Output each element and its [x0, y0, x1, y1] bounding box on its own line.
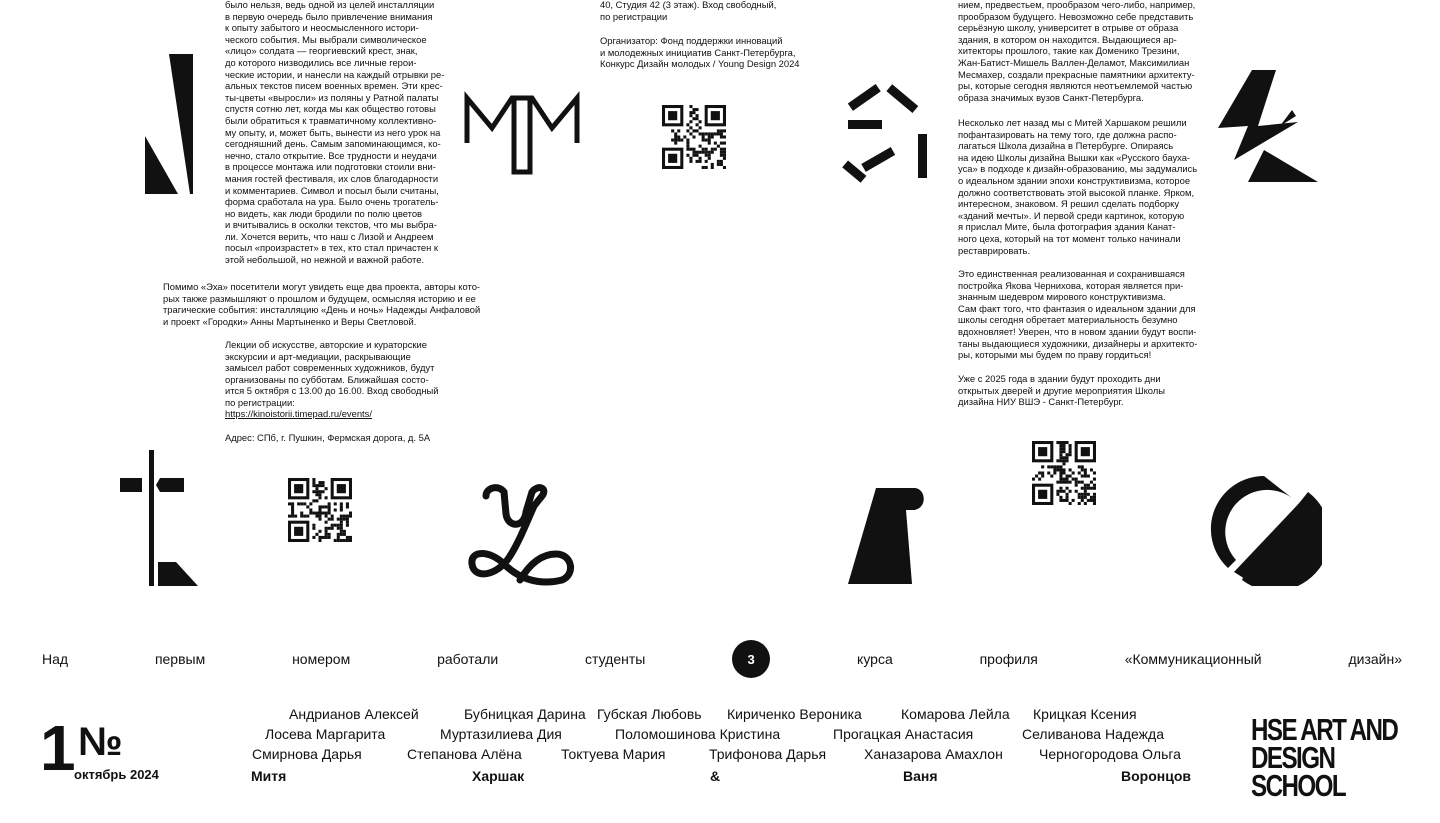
- issue-number: 1: [40, 712, 72, 784]
- tagline-word: дизайн»: [1348, 651, 1402, 667]
- lecture-registration-link[interactable]: [225, 408, 372, 420]
- qr-code-1: [662, 105, 726, 169]
- tagline-word: профиля: [979, 651, 1038, 667]
- glyph-script-y-icon: [468, 484, 576, 588]
- credits-tagline: [42, 648, 1402, 670]
- credit-word: Митя: [251, 768, 287, 784]
- timepad-link[interactable]: https://kinoistorii.timepad.ru/events/: [225, 408, 372, 419]
- tagline-word: курса: [857, 651, 893, 667]
- glyph-cross-icon: [118, 450, 200, 588]
- address-text: Адрес: СПб, г. Пушкин, Фермская дорога, д. 5А: [225, 432, 431, 443]
- qr-code-icon[interactable]: [662, 105, 726, 169]
- qr-code-2: [288, 478, 352, 542]
- student-name: Муртазилиева Дия: [440, 726, 562, 742]
- qr-code-3: [1032, 441, 1096, 505]
- student-name: Степанова Алёна: [407, 746, 522, 762]
- organizer-text: Организатор: Фонд поддержки инноваций и молодежных инициатив Санкт-Петербурга, Конкурс Дизайн молодых / Young Design 2024: [600, 35, 800, 70]
- qr-code-icon[interactable]: [288, 478, 352, 542]
- student-name: Прогацкая Анастасия: [833, 726, 974, 742]
- glyph-t-frame-icon: [462, 88, 582, 176]
- tagline-word: студенты: [585, 651, 646, 667]
- student-name: Кириченко Вероника: [727, 706, 862, 722]
- tagline-word: работали: [437, 651, 499, 667]
- student-name: Губская Любовь: [597, 706, 702, 722]
- credit-word: Воронцов: [1121, 768, 1191, 784]
- article-column-left-lectures: Лекции об искусстве, авторские и кураторские экскурсии и арт-медиации, раскрывающие замысел работ современных художников, будут организованы по субботам. Ближайшая состо- ится 5 октября с 13.00 до 16.00. Вход свободный по регистрации:: [225, 339, 439, 408]
- student-name: Черногородова Ольга: [1039, 746, 1181, 762]
- article-column-left: было нельзя, ведь одной из целей инсталляции в первую очередь было привлечение внимания к опыту забытого и неосмысленного истори- ческого события. Мы выбрали символическое «лицо» солдата — георгиевский крест, знак, до которого низводились все личные герои- ческие истории, и нанесли на каждый отрывки ре- альных текстов писем военных времен. Эти крес- ты-цветы «выросли» из поляны у Ратной палаты спустя сотню лет, когда мы как общество готовы были обратиться к травматичному коллективно- му опыту, и, может быть, вынести из него урок на сегодняшний день. Самым запоминающимся, ко- нечно, стало открытие. Все трудности и неудачи в процессе монтажа или подготовки стоили вни- мания гостей фестиваля, их слов благодарности и комментариев. Символ и посыл были считаны, форма сработала на ура. Было очень трогатель- но видеть, как люди бродили по полю цветов и вчитывались в осколки текстов, что мы выбра- ли. Хочется верить, что наш с Лизой и Андреем посыл «произрастет» в тех, кто стал причастен к этой небольшой, но нежной и важной работе.: [225, 0, 445, 266]
- glyph-arch-icon: [846, 486, 926, 586]
- hse-logo: [1251, 712, 1398, 803]
- course-number-badge: 3: [732, 640, 770, 678]
- student-name: Поломошинова Кристина: [615, 726, 781, 742]
- article-column-right: нием, предвестьем, прообразом чего-либо, например, прообразом будущего. Невозможно себе представить серьёзную школу, университет в отрыве от образа здания, в котором он находится. Выдающиеся ар- хитекторы прошлого, такие как Доменико Трезини, Жан-Батист-Мишель Валлен-Деламот, Максимилиан Месмахер, создали прекрасные памятники архитекту- ры, которые сегодня являются неотъемлемой частью образа значимых вузов Санкт-Петербурга.: [958, 0, 1196, 103]
- credit-word: Ваня: [903, 768, 938, 784]
- tagline-word: Над: [42, 651, 69, 667]
- student-name: Крицкая Ксения: [1033, 706, 1137, 722]
- glyph-dashes-icon: [842, 80, 932, 188]
- tagline-word: первым: [154, 651, 206, 667]
- tagline-word: «Коммуникационный: [1124, 651, 1262, 667]
- glyph-slash-icon: [140, 54, 196, 196]
- student-name: Трифонова Дарья: [709, 746, 827, 762]
- article-column-right-2: Несколько лет назад мы с Митей Харшаком решили пофантазировать на тему того, где должна распо- лагаться Школа дизайна в Петербурге. Опираясь на идею Школы дизайна Вышки как «Русского бауха- уса» в подходе к дизайн-образованию, мы задумались о идеальном здании эпохи конструктивизма, которое должно соответствовать этой высокой планке. Ярком, интересном, знаковом. Я решил сделать подборку «зданий мечты». И первой среди картинок, которую я прислал Мите, была фотография здания Канат- ного цеха, который на тот момент только начинали реставрировать.: [958, 117, 1198, 256]
- glyph-circle-icon: [1206, 472, 1322, 586]
- student-name: Ханазарова Амахлон: [864, 746, 1003, 762]
- student-name: Андрианов Алексей: [289, 706, 419, 722]
- tagline-word: номером: [292, 651, 351, 667]
- credit-word: Харшак: [472, 768, 525, 784]
- student-name: Лосева Маргарита: [265, 726, 386, 742]
- student-name: Токтуева Мария: [561, 746, 666, 762]
- logo-line-1: HSE ART AND: [1251, 712, 1398, 747]
- article-column-middle: 40, Студия 42 (3 этаж). Вход свободный, по регистрации: [600, 0, 777, 22]
- article-column-right-3: Это единственная реализованная и сохранившаяся постройка Якова Чернихова, которая является при- знанным шедевром мирового конструктивизма. Сам факт того, что фантазия о идеальном здании для школы сегодня обретает материальность безумно вдохновляет! Уверен, что в новом здании будут воспи- таны выдающиеся художники, дизайнеры и архитекто- ры, которыми мы будем по праву гордиться!: [958, 268, 1198, 361]
- issue-number-sign: №: [78, 720, 123, 764]
- qr-code-icon[interactable]: [1032, 441, 1096, 505]
- article-column-left-extra: Помимо «Эха» посетители могут увидеть еще два проекта, авторы кото- рых также размышляют о прошлом и будущем, осмысляя историю и ее трагические события: инсталляцию «День и ночь» Надежды Анфаловой и проект «Городки» Анны Мартыненко и Веры Светловой.: [163, 281, 481, 327]
- student-name: Комарова Лейла: [901, 706, 1010, 722]
- issue-date: октябрь 2024: [74, 767, 159, 782]
- article-column-right-4: Уже с 2025 года в здании будут проходить дни открытых дверей и другие мероприятия Школы дизайна НИУ ВШЭ - Санкт-Петербург.: [958, 373, 1166, 408]
- student-name: Селиванова Надежда: [1022, 726, 1164, 742]
- student-name: Смирнова Дарья: [252, 746, 362, 762]
- credit-word: &: [710, 768, 721, 784]
- student-name: Бубницкая Дарина: [464, 706, 586, 722]
- logo-line-2: DESIGN SCHOOL: [1251, 740, 1346, 803]
- glyph-lightning-icon: [1214, 70, 1322, 182]
